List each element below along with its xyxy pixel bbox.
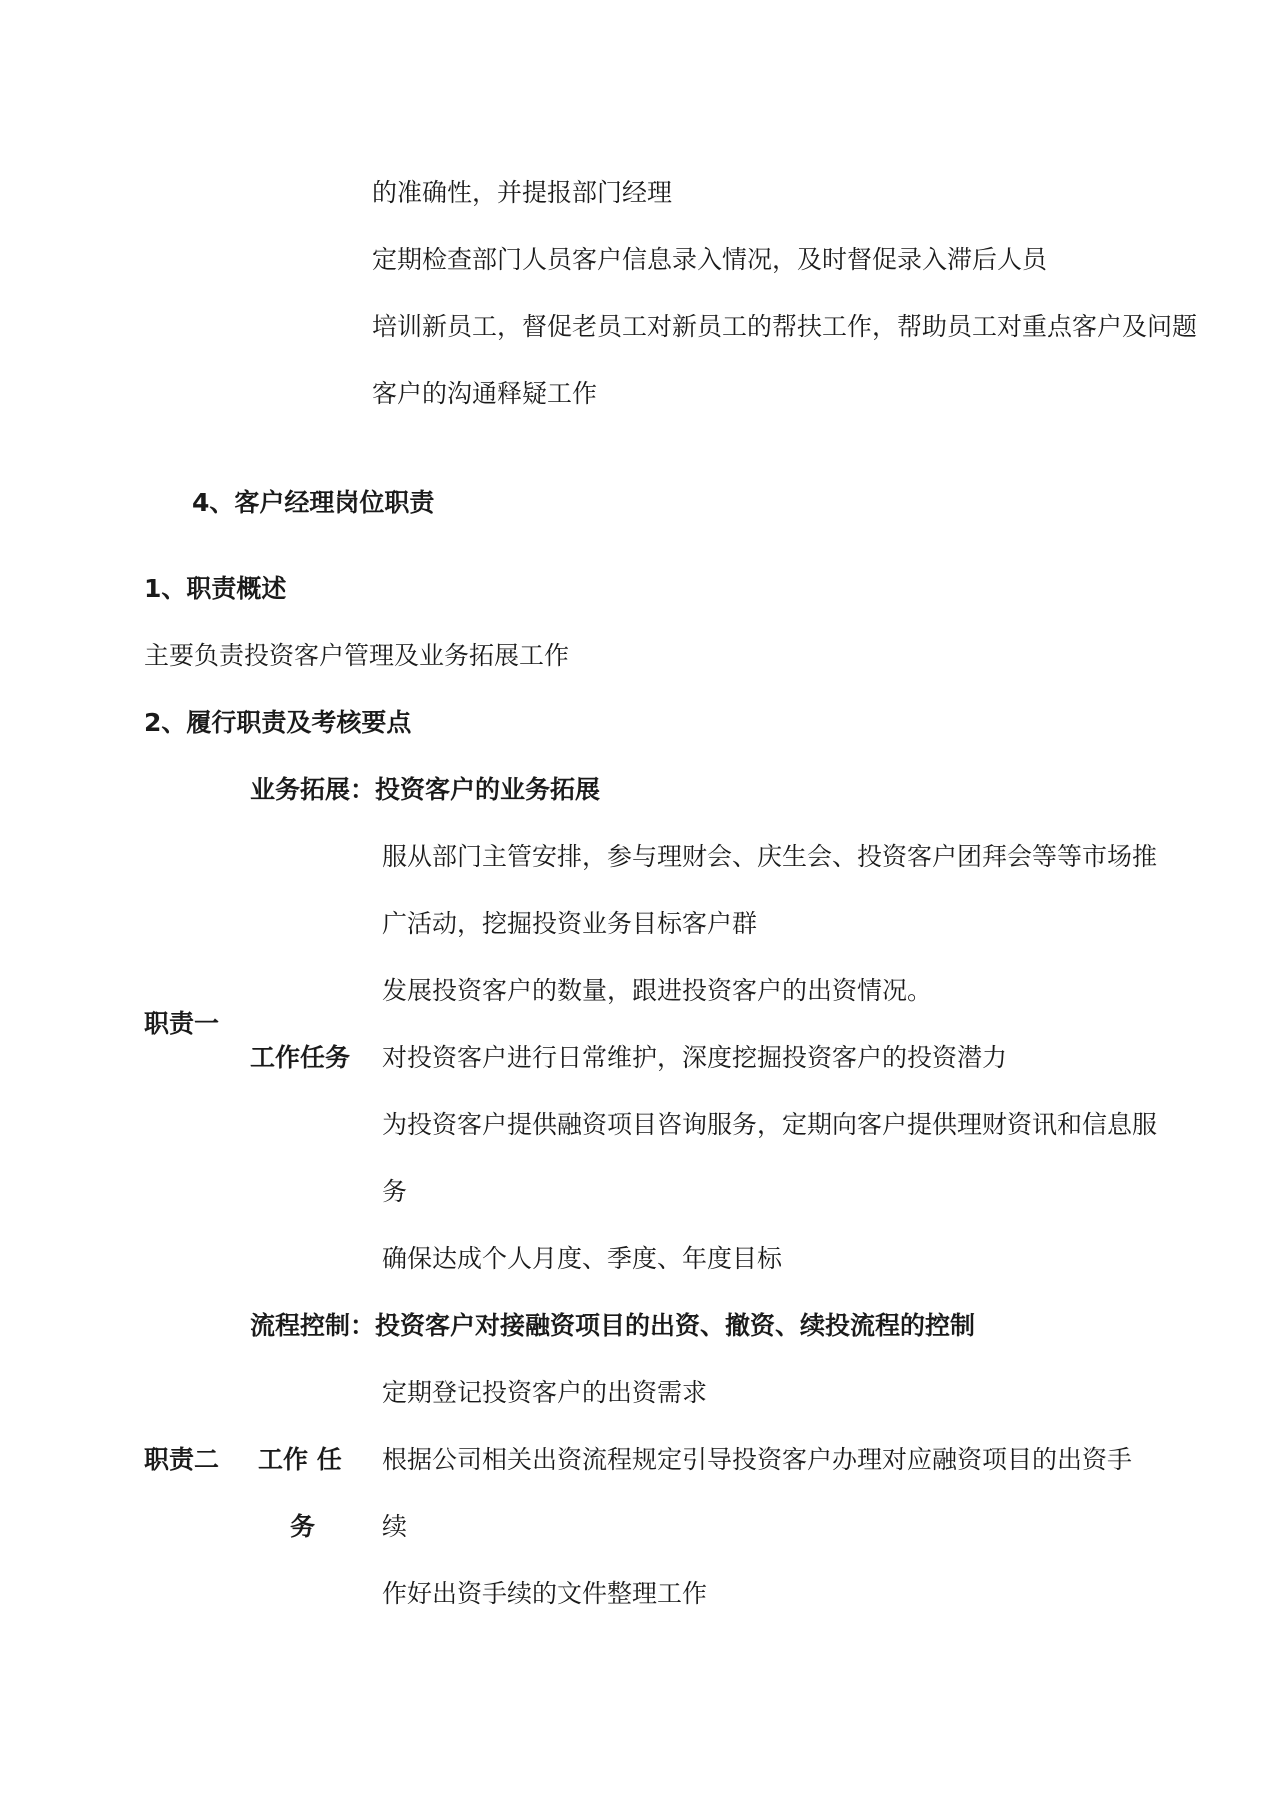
duty1-task-5: 为投资客户提供融资项目咨询服务，定期向客户提供理财资讯和信息服 [382,1110,1158,1139]
duty2-task-1: 定期登记投资客户的出资需求 [382,1378,708,1407]
duty1-task-7: 确保达成个人月度、季度、年度目标 [382,1244,783,1273]
duty2-category: 流程控制：投资客户对接融资项目的出资、撤资、续投流程的控制 [250,1311,976,1340]
duty2-label: 职责二 [144,1445,220,1474]
section-heading: 4、客户经理岗位职责 [192,488,435,517]
overview-text: 主要负责投资客户管理及业务拓展工作 [144,641,570,670]
intro-line-3: 培训新员工，督促老员工对新员工的帮扶工作，帮助员工对重点客户及问题 [372,312,1198,341]
intro-line-4: 客户的沟通释疑工作 [372,379,598,408]
duty1-task-2: 广活动，挖掘投资业务目标客户群 [382,909,758,938]
duty1-task-3: 发展投资客户的数量，跟进投资客户的出资情况。 [382,976,933,1005]
duty1-task-1: 服从部门主管安排，参与理财会、庆生会、投资客户团拜会等等市场推 [382,842,1158,871]
duty1-label: 职责一 [144,1009,220,1038]
duty1-category: 业务拓展：投资客户的业务拓展 [250,775,601,804]
duty1-task-4: 对投资客户进行日常维护，深度挖掘投资客户的投资潜力 [382,1043,1008,1072]
duty2-task-label-part1: 工作 任 [258,1445,342,1474]
duty1-task-6: 务 [382,1177,408,1206]
duty2-task-3: 续 [382,1512,408,1541]
duty1-task-label: 工作任务 [250,1043,351,1072]
duty2-task-label-part2: 务 [290,1512,316,1541]
duty2-task-4: 作好出资手续的文件整理工作 [382,1579,708,1608]
duties-heading: 2、履行职责及考核要点 [144,708,412,737]
duty2-task-2: 根据公司相关出资流程规定引导投资客户办理对应融资项目的出资手 [382,1445,1133,1474]
intro-line-1: 的准确性，并提报部门经理 [372,178,673,207]
intro-line-2: 定期检查部门人员客户信息录入情况，及时督促录入滞后人员 [372,245,1048,274]
overview-heading: 1、职责概述 [144,574,287,603]
